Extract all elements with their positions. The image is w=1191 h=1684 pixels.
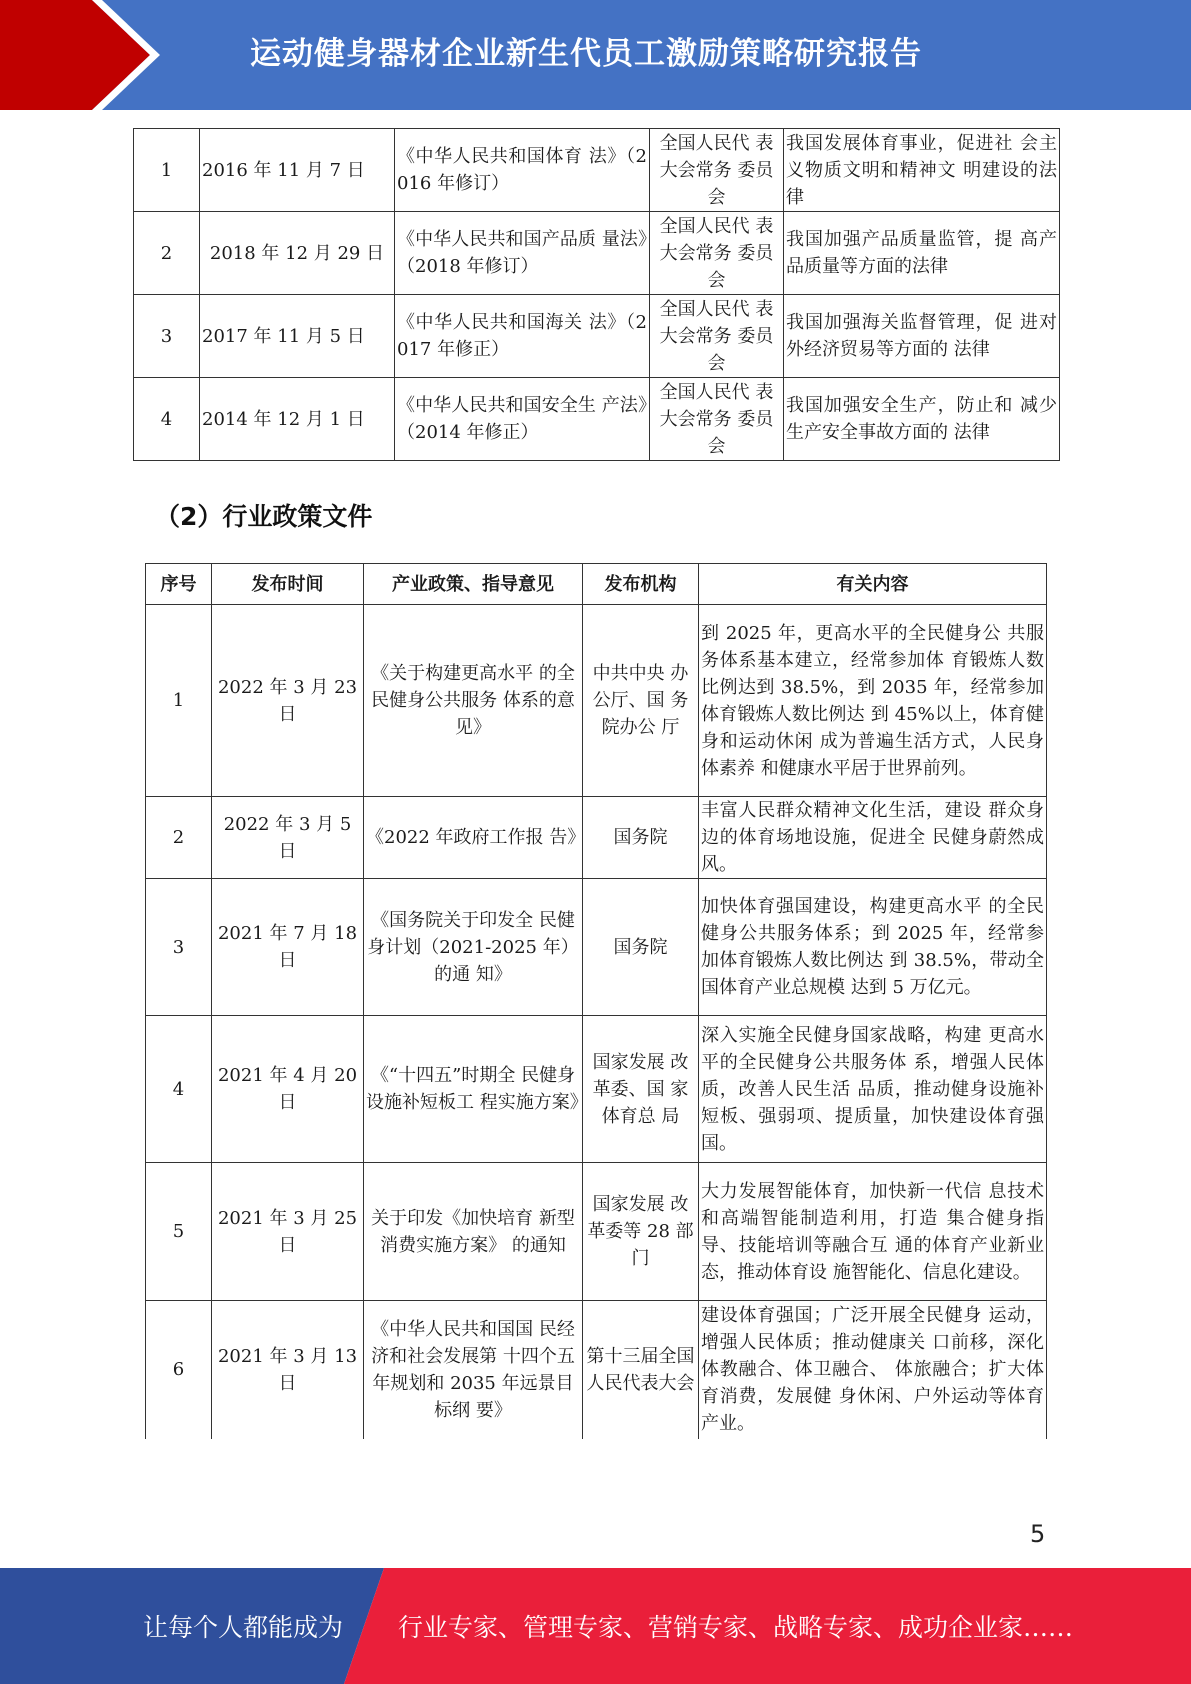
law-name: 《中华人民共和国海关 法》（2017 年修正） bbox=[395, 295, 650, 378]
law-content: 我国加强产品质量监管，提 高产品质量等方面的法律 bbox=[784, 212, 1060, 295]
policy-date: 2021 年 7 月 18 日 bbox=[212, 879, 364, 1016]
table-row bbox=[146, 1163, 1047, 1301]
law-org: 全国人民代 表大会常务 委员会 bbox=[650, 212, 784, 295]
law-org: 全国人民代 表大会常务 委员会 bbox=[650, 378, 784, 461]
table-header-row bbox=[146, 564, 1047, 605]
policy-date: 2022 年 3 月 5 日 bbox=[212, 797, 364, 879]
policy-table bbox=[145, 563, 1047, 1439]
policy-name: 《关于构建更高水平 的全民健身公共服务 体系的意见》 bbox=[364, 605, 583, 797]
law-name: 《中华人民共和国安全生 产法》（2014 年修正） bbox=[395, 378, 650, 461]
row-number: 2 bbox=[146, 797, 212, 879]
policy-name: 《2022 年政府工作报 告》 bbox=[364, 797, 583, 879]
policy-content: 大力发展智能体育，加快新一代信 息技术和高端智能制造利用，打造 集合健身指导、技能培训等融合互 通的体育产业新业态，推动体育设 施智能化、信息化建设。 bbox=[699, 1163, 1047, 1301]
header-content: 有关内容 bbox=[699, 564, 1047, 605]
row-number: 6 bbox=[146, 1301, 212, 1439]
row-number: 1 bbox=[134, 129, 200, 212]
policy-content: 深入实施全民健身国家战略，构建 更高水平的全民健身公共服务体 系，增强人民体质，改善人民生活 品质，推动健身设施补短板、强弱项、提质量，加快建设体育强国。 bbox=[699, 1016, 1047, 1163]
row-number: 1 bbox=[146, 605, 212, 797]
law-date: 2018 年 12 月 29 日 bbox=[200, 212, 395, 295]
footer-slogan-right: 行业专家、管理专家、营销专家、战略专家、成功企业家…… bbox=[398, 1613, 1074, 1642]
row-number: 3 bbox=[134, 295, 200, 378]
policy-org: 国家发展 改革委等 28 部门 bbox=[583, 1163, 699, 1301]
policy-org: 国务院 bbox=[583, 797, 699, 879]
law-content: 我国加强海关监督管理，促 进对外经济贸易等方面的 法律 bbox=[784, 295, 1060, 378]
table-row bbox=[134, 129, 1060, 212]
policy-org: 国家发展 改革委、国 家体育总 局 bbox=[583, 1016, 699, 1163]
row-number: 2 bbox=[134, 212, 200, 295]
policy-name: 关于印发《加快培育 新型消费实施方案》 的通知 bbox=[364, 1163, 583, 1301]
table-row bbox=[134, 378, 1060, 461]
law-name: 《中华人民共和国产品质 量法》（2018 年修订） bbox=[395, 212, 650, 295]
header-no: 序号 bbox=[146, 564, 212, 605]
policy-content: 加快体育强国建设，构建更高水平 的全民健身公共服务体系；到 2025 年，经常参加体育锻炼人数比例达 到 38.5%，带动全国体育产业总规模 达到 5 万亿元。 bbox=[699, 879, 1047, 1016]
header-org: 发布机构 bbox=[583, 564, 699, 605]
law-date: 2017 年 11 月 5 日 bbox=[200, 295, 395, 378]
row-number: 5 bbox=[146, 1163, 212, 1301]
laws-table bbox=[133, 128, 1060, 461]
table-row bbox=[134, 212, 1060, 295]
header-date: 发布时间 bbox=[212, 564, 364, 605]
law-date: 2016 年 11 月 7 日 bbox=[200, 129, 395, 212]
table-row bbox=[146, 1016, 1047, 1163]
policy-date: 2021 年 4 月 20 日 bbox=[212, 1016, 364, 1163]
law-org: 全国人民代 表大会常务 委员会 bbox=[650, 129, 784, 212]
policy-content: 建设体育强国；广泛开展全民健身 运动，增强人民体质；推动健康关 口前移，深化体教融合、体卫融合、 体旅融合；扩大体育消费，发展健 身休闲、户外运动等体育产业。 bbox=[699, 1301, 1047, 1439]
policy-content: 丰富人民群众精神文化生活，建设 群众身边的体育场地设施，促进全 民健身蔚然成风。 bbox=[699, 797, 1047, 879]
section-title: （2）行业政策文件 bbox=[155, 502, 373, 531]
row-number: 4 bbox=[146, 1016, 212, 1163]
row-number: 3 bbox=[146, 879, 212, 1016]
policy-org: 第十三届全国人民代表大会 bbox=[583, 1301, 699, 1439]
law-org: 全国人民代 表大会常务 委员会 bbox=[650, 295, 784, 378]
table-row bbox=[134, 295, 1060, 378]
policy-date: 2021 年 3 月 25 日 bbox=[212, 1163, 364, 1301]
policy-content: 到 2025 年，更高水平的全民健身公 共服务体系基本建立，经常参加体 育锻炼人数比例达到 38.5%，到 2035 年，经常参加体育锻炼人数比例达 到 45%以上，体育健身和运动休闲 成为普遍生活方式，人民身体素养 和健康水平居于世界前列。 bbox=[699, 605, 1047, 797]
table-row bbox=[146, 1301, 1047, 1439]
table-row bbox=[146, 797, 1047, 879]
law-date: 2014 年 12 月 1 日 bbox=[200, 378, 395, 461]
header-red-arrow bbox=[0, 0, 150, 110]
page-header bbox=[0, 0, 1191, 110]
policy-date: 2022 年 3 月 23 日 bbox=[212, 605, 364, 797]
policy-name: 《中华人民共和国国 民经济和社会发展第 十四个五年规划和 2035 年远景目标纲 要》 bbox=[364, 1301, 583, 1439]
policy-date: 2021 年 3 月 13 日 bbox=[212, 1301, 364, 1439]
law-content: 我国加强安全生产，防止和 减少生产安全事故方面的 法律 bbox=[784, 378, 1060, 461]
policy-name: 《“十四五”时期全 民健身设施补短板工 程实施方案》 bbox=[364, 1016, 583, 1163]
law-content: 我国发展体育事业，促进社 会主义物质文明和精神文 明建设的法律 bbox=[784, 129, 1060, 212]
row-number: 4 bbox=[134, 378, 200, 461]
policy-org: 中共中央 办公厅、国 务院办公 厅 bbox=[583, 605, 699, 797]
page-footer bbox=[0, 1568, 1191, 1684]
policy-org: 国务院 bbox=[583, 879, 699, 1016]
law-name: 《中华人民共和国体育 法》（2016 年修订） bbox=[395, 129, 650, 212]
policy-name: 《国务院关于印发全 民健身计划（2021-2025 年）的通 知》 bbox=[364, 879, 583, 1016]
header-policy: 产业政策、指导意见 bbox=[364, 564, 583, 605]
table-row bbox=[146, 879, 1047, 1016]
report-title: 运动健身器材企业新生代员工激励策略研究报告 bbox=[250, 36, 922, 72]
table-row bbox=[146, 605, 1047, 797]
page-number: 5 bbox=[1030, 1520, 1046, 1548]
footer-slogan-left: 让每个人都能成为 bbox=[143, 1613, 344, 1642]
